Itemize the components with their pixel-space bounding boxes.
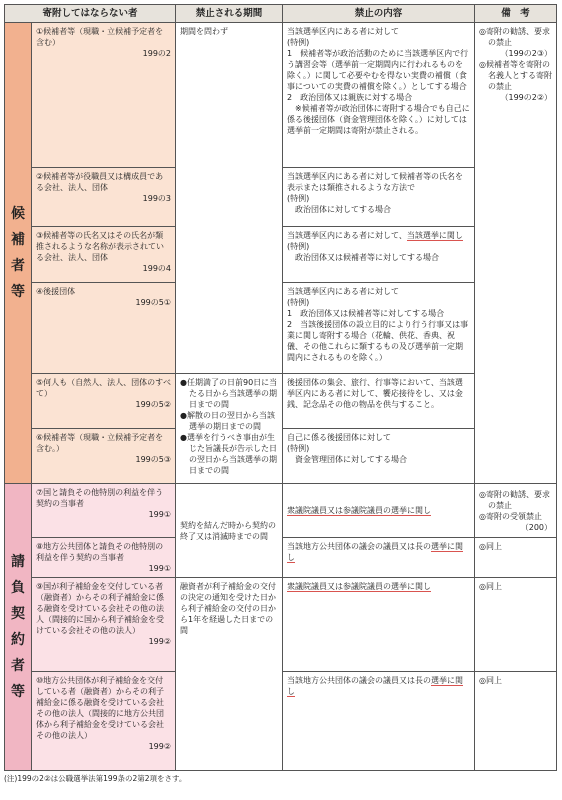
period-item: ●選挙を行うべき事由が生じた旨議長が告示した日の翌日から当該選挙の期日までの間 [180, 433, 278, 475]
content-cell [283, 484, 475, 538]
law-citation: 199の5① [135, 298, 172, 307]
category-candidates [5, 23, 32, 484]
donation-prohibition-table [4, 4, 557, 771]
content-text: 当該地方公共団体の議会の議員又は長の [287, 676, 432, 685]
giver-text: ⑤何人も（自然人、法人、団体のすべて） [36, 378, 172, 398]
period-item: ●解散の日の翌日から当該選挙の期日までの間 [180, 411, 275, 431]
giver-cell [32, 227, 176, 283]
giver-cell [32, 23, 176, 168]
giver-cell [32, 484, 176, 538]
giver-text: ⑦国と請負その他特別の利益を伴う契約の当事者 [36, 488, 164, 508]
period-text: 融資者が利子補給金の交付の決定の通知を受けた日から利子補給金の交付の日から1年を経過した日までの間 [180, 582, 277, 635]
law-citation: 199① [148, 564, 172, 573]
law-citation: 199の4 [142, 264, 172, 273]
giver-text: ①候補者等（現職・立候補予定者を含む） [36, 27, 164, 47]
table-row [5, 484, 557, 538]
remark-item: ◎同上 [479, 542, 502, 551]
remark-item: ◎候補者等を寄附の名義人とする寄附の禁止 [479, 60, 553, 91]
period-cell [176, 23, 283, 374]
law-citation: 199② [148, 637, 172, 646]
remark-item: ◎寄附の受領禁止 [479, 511, 542, 521]
content-cell [283, 538, 475, 578]
table-row [5, 578, 557, 672]
period-cell [176, 484, 283, 578]
underlined-text: 当該選挙に関し [406, 231, 463, 240]
period-text: 契約を結んだ時から契約の終了又は消滅時までの間 [180, 520, 277, 541]
content-cell: 自己に係る後援団体に対して (特例) 資金管理団体に対してする場合 [283, 429, 475, 484]
header-giver: 寄附してはならない者 [5, 5, 176, 23]
giver-text: ⑧地方公共団体と請負その他特別の利益を伴う契約の当事者 [36, 542, 164, 562]
giver-cell [32, 538, 176, 578]
content-text: 当該選挙区内にある者に対して、 [287, 231, 407, 240]
document [4, 4, 556, 784]
category-char: 者 [11, 658, 25, 674]
remark-item: ◎寄附の勧誘、要求の禁止 [479, 27, 550, 47]
period-cell [176, 374, 283, 484]
underlined-text: 選挙に関し [287, 676, 464, 696]
content-cell: 当該選挙区内にある者に対して (特例) 1 政治団体又は候補者等に対してする場合 2 当該後援団体の設立目的により行う行事又は事業に関し寄附する場合（花輪、供花、香典、祝儀、その他これらに類するもの及び選挙前一定期間内にされるものを除く。） [283, 283, 475, 374]
category-char: 請 [11, 554, 25, 570]
remarks-cell [475, 23, 557, 484]
content-cell: 当該選挙区内にある者に対して候補者等の氏名を表示または類推されるような方法で (特例) 政治団体に対してする場合 [283, 168, 475, 227]
header-period: 禁止される期間 [176, 5, 283, 23]
remarks-cell [475, 538, 557, 578]
giver-text: ②候補者等が役職員又は構成員である会社、法人、団体 [36, 172, 164, 192]
law-citation: 199の2 [142, 49, 172, 58]
table-row [5, 374, 557, 429]
underlined-text: 選挙に関し [287, 542, 464, 562]
law-citation: 199の5② [135, 400, 172, 409]
giver-cell [32, 578, 176, 672]
giver-cell [32, 429, 176, 484]
remark-item: ◎寄附の勧誘、要求の禁止 [479, 489, 550, 510]
header-content: 禁止の内容 [283, 5, 475, 23]
remark-item: ◎同上 [479, 582, 502, 591]
giver-cell [32, 374, 176, 429]
category-char: 補 [11, 232, 25, 248]
law-citation: 199の5③ [135, 455, 172, 464]
remark-item: ◎同上 [479, 676, 502, 685]
giver-cell [32, 168, 176, 227]
remarks-cell [475, 578, 557, 672]
content-cell [283, 578, 475, 672]
period-cell [176, 578, 283, 771]
giver-cell [32, 283, 176, 374]
giver-text: ⑩地方公共団体が利子補給金を交付している者（融資者）からその利子補給金に係る融資を受けている会社その他の法人（間接的に地方公共団体から利子補給金を受けている会社その他の法人） [36, 676, 164, 740]
law-citation: 199① [148, 510, 172, 519]
remark-citation: （200） [520, 522, 553, 532]
category-char: 等 [11, 684, 25, 700]
giver-text: ④後援団体 [36, 287, 76, 296]
category-contractors [5, 484, 32, 771]
category-char: 等 [11, 284, 25, 300]
content-cell: 後援団体の集会、旅行、行事等において、当該選挙区内にある者に対して、饗応接待をし、又は金銭、記念品その他の物品を供与すること。 [283, 374, 475, 429]
giver-cell [32, 672, 176, 771]
giver-text: ⑥候補者等（現職・立候補予定者を含む。） [36, 433, 164, 453]
remark-citation: （199の2②） [500, 93, 553, 102]
table-row [5, 23, 557, 168]
remark-citation: （199の2③） [500, 49, 553, 58]
content-cell [283, 227, 475, 283]
giver-text: ③候補者等の氏名又はその氏名が類推されるような名称が表示されている会社、法人、団体 [36, 231, 164, 262]
underlined-text: 衆議院議員又は参議院議員の選挙に関し [287, 506, 432, 515]
law-citation: 199② [148, 742, 172, 751]
category-char: 契 [11, 606, 25, 622]
content-text: 当該地方公共団体の議会の議員又は長の [287, 542, 432, 551]
underlined-text: 衆議院議員又は参議院議員の選挙に関し [287, 582, 432, 591]
category-char: 者 [11, 258, 25, 274]
content-cell: 当該選挙区内にある者に対して (特例) 1 候補者等が政治活動のために当該選挙区内で行う講習会等（選挙前一定期間内に行われるものを除く。）に関して必要やむを得ない実費の補償（食事についての実費の補償を除く。）としてする場合 2 政治団体又は親族に対する場合 ※候補者等が政治団体に寄附する場合でも自己に係る後援団体（資金管理団体を除く。）に対しては選挙前一定期間は寄附が禁止される。 [283, 23, 475, 168]
content-text: (特例) 政治団体又は候補者等に対してする場合 [287, 242, 440, 262]
remarks-cell [475, 672, 557, 771]
category-char: 約 [11, 632, 25, 648]
category-char: 候 [11, 206, 25, 222]
period-item: ●任期満了の日前90日に当たる日から当該選挙の期日までの間 [180, 378, 278, 409]
law-citation: 199の3 [142, 194, 172, 203]
category-char: 負 [11, 580, 25, 596]
content-cell [283, 672, 475, 771]
header-remarks: 備 考 [475, 5, 557, 23]
remarks-cell [475, 484, 557, 538]
footnote: (注)199の2②は公職選挙法第199条の2第2項をさす。 [4, 774, 187, 783]
period-text: 期間を問わず [180, 27, 229, 36]
giver-text: ⑨国が利子補給金を交付している者（融資者）からその利子補給金に係る融資を受けている会社その他の法人（間接的に国から利子補給金を受けている会社その他の法人） [36, 582, 164, 635]
